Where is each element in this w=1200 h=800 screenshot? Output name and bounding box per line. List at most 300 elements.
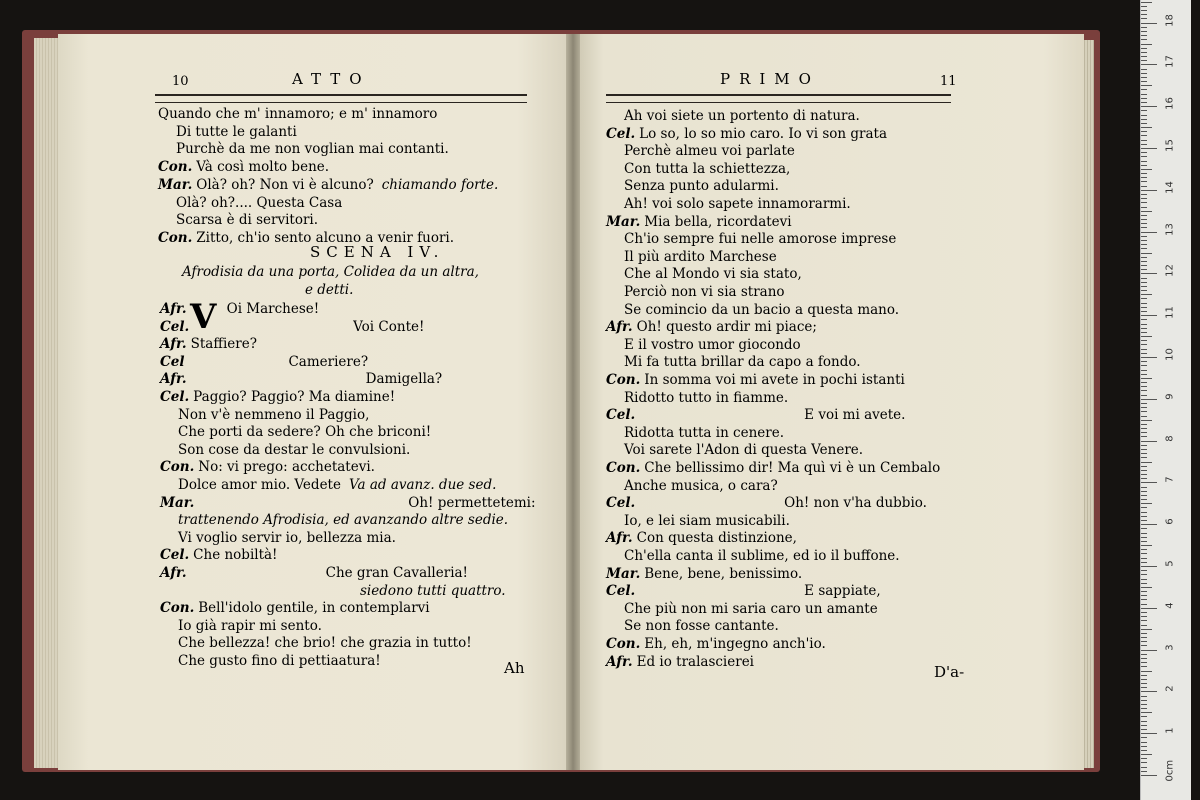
ruler-tick bbox=[1141, 612, 1147, 613]
text-line bbox=[606, 513, 790, 529]
verse-text: Che gran Cavalleria! bbox=[325, 565, 468, 581]
ruler-tick bbox=[1141, 102, 1147, 103]
ruler-tick bbox=[1141, 64, 1157, 65]
ruler-tick bbox=[1141, 767, 1147, 768]
ruler-tick bbox=[1141, 432, 1147, 433]
ruler-tick bbox=[1141, 269, 1147, 270]
speaker-label: Con. bbox=[606, 636, 641, 652]
ruler-tick bbox=[1141, 696, 1147, 697]
ruler-tick bbox=[1141, 491, 1147, 492]
ruler-tick bbox=[1141, 374, 1147, 375]
verse-text: Io, e lei siam musicabili. bbox=[624, 512, 790, 529]
ruler-tick bbox=[1141, 386, 1147, 387]
ruler-tick bbox=[1141, 587, 1152, 588]
verse-text: Damigella? bbox=[365, 371, 443, 388]
ruler-tick bbox=[1141, 466, 1147, 467]
left-page-number: 10 bbox=[172, 74, 189, 89]
stage-direction: siedono tutti quattro. bbox=[360, 582, 506, 599]
ruler-tick bbox=[1141, 115, 1147, 116]
speaker-label: Mar. bbox=[158, 176, 193, 193]
ruler-tick bbox=[1141, 257, 1147, 258]
speaker-label: Cel. bbox=[160, 389, 190, 405]
text-line bbox=[158, 212, 318, 228]
text-line bbox=[158, 159, 329, 175]
ruler-tick bbox=[1141, 453, 1147, 454]
speaker-label: Afr. bbox=[160, 301, 187, 317]
ruler-tick bbox=[1141, 758, 1147, 759]
speaker-label: Cel. bbox=[606, 495, 636, 512]
ruler-tick bbox=[1141, 202, 1147, 203]
ruler-tick bbox=[1141, 110, 1147, 111]
ruler-tick bbox=[1141, 566, 1157, 567]
text-line bbox=[160, 371, 442, 387]
ruler-tick bbox=[1141, 127, 1152, 128]
verse-text: Mia bella, ricordatevi bbox=[644, 213, 792, 230]
ruler-tick bbox=[1141, 633, 1147, 634]
verse-text: Ridotta tutta in cenere. bbox=[624, 424, 785, 441]
ruler-tick bbox=[1141, 81, 1147, 82]
verse-text: Oh! questo ardir mi piace; bbox=[636, 319, 817, 336]
ruler-tick bbox=[1141, 52, 1147, 53]
text-line bbox=[160, 530, 396, 546]
speaker-label: Cel bbox=[160, 353, 185, 370]
text-line bbox=[606, 178, 779, 194]
text-line bbox=[160, 600, 430, 616]
ruler-tick bbox=[1141, 328, 1147, 329]
ruler-tick bbox=[1141, 6, 1147, 7]
ruler-tick bbox=[1141, 131, 1147, 132]
text-line bbox=[606, 108, 860, 124]
text-line bbox=[160, 442, 410, 458]
verse-text: Voi Conte! bbox=[353, 318, 425, 335]
ruler-tick bbox=[1141, 18, 1147, 19]
speaker-label: Cel. bbox=[606, 407, 636, 424]
ruler-tick bbox=[1141, 315, 1157, 316]
ruler-tick bbox=[1141, 629, 1152, 630]
ruler-tick bbox=[1141, 14, 1147, 15]
ruler-tick bbox=[1141, 140, 1147, 141]
ruler-tick bbox=[1141, 487, 1147, 488]
ruler-tick bbox=[1141, 507, 1147, 508]
text-line bbox=[606, 196, 851, 212]
verse-text: Paggio? Paggio? Ma diamine! bbox=[193, 389, 396, 405]
ruler-label: 15 bbox=[1164, 139, 1176, 152]
speaker-label: Con. bbox=[158, 229, 193, 246]
verse-text: Ch'io sempre fui nelle amorose imprese bbox=[624, 231, 897, 248]
ruler-tick bbox=[1141, 445, 1147, 446]
speaker-label: Mar. bbox=[606, 565, 641, 582]
ruler-tick bbox=[1141, 733, 1157, 734]
text-line bbox=[160, 512, 508, 528]
verse-text: Ah! voi solo sapete innamorarmi. bbox=[624, 196, 851, 212]
speaker-label: Afr. bbox=[160, 565, 187, 581]
text-line bbox=[160, 301, 319, 317]
ruler-label: 10 bbox=[1164, 348, 1176, 361]
ruler-tick bbox=[1141, 608, 1157, 609]
ruler-tick bbox=[1141, 616, 1147, 617]
verse-text: Con tutta la schiettezza, bbox=[624, 160, 791, 177]
ruler-tick bbox=[1141, 186, 1147, 187]
ruler-tick bbox=[1141, 679, 1147, 680]
ruler-tick bbox=[1141, 687, 1147, 688]
ruler-tick bbox=[1141, 240, 1147, 241]
text-line bbox=[158, 141, 449, 157]
ruler-tick bbox=[1141, 123, 1147, 124]
verse-text: Io già rapir mi sento. bbox=[178, 617, 322, 634]
page-stack-left bbox=[34, 38, 60, 768]
ruler-tick bbox=[1141, 725, 1147, 726]
ruler-tick bbox=[1141, 319, 1147, 320]
ruler-tick bbox=[1141, 56, 1147, 57]
ruler-tick bbox=[1141, 365, 1147, 366]
ruler-tick bbox=[1141, 583, 1147, 584]
ruler-tick bbox=[1141, 716, 1147, 717]
text-line bbox=[160, 354, 368, 370]
ruler-tick bbox=[1141, 261, 1147, 262]
right-running-head: PRIMO bbox=[720, 70, 820, 88]
ruler-tick bbox=[1141, 194, 1147, 195]
stage-direction: trattenendo Afrodisia, ed avanzando altre sedie. bbox=[178, 512, 509, 529]
verse-text: Se comincio da un bacio a questa mano. bbox=[624, 301, 900, 318]
ruler-tick bbox=[1141, 671, 1152, 672]
verse-text: Che bellezza! che brio! che grazia in tutto! bbox=[178, 635, 472, 652]
verse-text: Che più non mi saria caro un amante bbox=[624, 600, 878, 617]
ruler-tick bbox=[1141, 533, 1147, 534]
ruler-label: 17 bbox=[1164, 55, 1176, 69]
text-line bbox=[160, 424, 431, 440]
verse-text: Dolce amor mio. Vedete bbox=[178, 477, 341, 493]
ruler-label: 9 bbox=[1164, 393, 1176, 400]
verse-text: Senza punto adularmi. bbox=[624, 178, 779, 195]
ruler-tick bbox=[1141, 298, 1147, 299]
ruler-tick bbox=[1141, 73, 1147, 74]
ruler-tick bbox=[1141, 349, 1147, 350]
ruler-tick bbox=[1141, 537, 1147, 538]
right-header-rule bbox=[606, 94, 951, 103]
ruler-tick bbox=[1141, 403, 1147, 404]
speaker-label: Afr. bbox=[606, 530, 633, 547]
ruler-tick bbox=[1141, 462, 1152, 463]
ruler-tick bbox=[1141, 89, 1147, 90]
ruler-tick bbox=[1141, 10, 1147, 11]
ruler-tick bbox=[1141, 645, 1147, 646]
ruler-tick bbox=[1141, 520, 1147, 521]
ruler-tick bbox=[1141, 31, 1147, 32]
ruler-tick bbox=[1141, 265, 1147, 266]
ruler-tick bbox=[1141, 750, 1147, 751]
text-line bbox=[606, 601, 878, 617]
text-line bbox=[606, 126, 887, 142]
verse-text: Oi Marchese! bbox=[226, 301, 320, 317]
text-line bbox=[606, 284, 785, 300]
text-line bbox=[160, 565, 468, 581]
ruler-tick bbox=[1141, 165, 1147, 166]
ruler-tick bbox=[1141, 503, 1152, 504]
text-line bbox=[606, 495, 927, 511]
verse-text: Anche musica, o cara? bbox=[624, 477, 778, 494]
ruler-tick bbox=[1141, 156, 1147, 157]
book-gutter bbox=[566, 34, 580, 770]
ruler-tick bbox=[1141, 562, 1147, 563]
verse-text: In somma voi mi avete in pochi istanti bbox=[644, 372, 905, 388]
verse-text: Che nobiltà! bbox=[193, 547, 278, 564]
measuring-ruler bbox=[1140, 0, 1191, 800]
text-line bbox=[606, 231, 896, 247]
text-line bbox=[606, 302, 899, 318]
verse-text: Vi voglio servir io, bellezza mia. bbox=[178, 529, 396, 546]
text-line bbox=[160, 459, 375, 475]
ruler-tick bbox=[1141, 35, 1147, 36]
text-line bbox=[606, 654, 754, 670]
ruler-tick bbox=[1141, 144, 1147, 145]
text-line bbox=[606, 354, 861, 370]
ruler-tick bbox=[1141, 650, 1157, 651]
text-line bbox=[158, 124, 297, 140]
verse-text: E sappiate, bbox=[804, 583, 881, 600]
verse-text: Mi fa tutta brillar da capo a fondo. bbox=[624, 354, 861, 371]
ruler-tick bbox=[1141, 704, 1147, 705]
text-line bbox=[606, 618, 779, 634]
text-line bbox=[606, 319, 817, 335]
ruler-tick bbox=[1141, 545, 1152, 546]
speaker-label: Afr. bbox=[606, 319, 633, 336]
verse-text: Purchè da me non voglian mai contanti. bbox=[176, 141, 449, 158]
verse-text: Ed io tralascierei bbox=[636, 653, 754, 670]
ruler-tick bbox=[1141, 558, 1147, 559]
ruler-tick bbox=[1141, 737, 1147, 738]
text-line bbox=[606, 442, 863, 458]
ruler-label: 18 bbox=[1164, 13, 1176, 27]
ruler-tick bbox=[1141, 499, 1147, 500]
ruler-tick bbox=[1141, 181, 1147, 182]
ruler-label: 0cm bbox=[1164, 759, 1176, 782]
verse-text: Che porti da sedere? Oh che briconi! bbox=[178, 424, 432, 441]
ruler-tick bbox=[1141, 382, 1147, 383]
text-line bbox=[606, 390, 788, 406]
text-line bbox=[160, 407, 369, 423]
ruler-tick bbox=[1141, 495, 1147, 496]
text-line bbox=[160, 583, 506, 599]
ruler-tick bbox=[1141, 599, 1147, 600]
speaker-label: Con. bbox=[160, 600, 195, 617]
ruler-label: 11 bbox=[1164, 306, 1176, 320]
ruler-tick bbox=[1141, 232, 1157, 233]
drop-cap: V bbox=[190, 297, 217, 337]
ruler-tick bbox=[1141, 708, 1147, 709]
verse-text: Di tutte le galanti bbox=[176, 123, 297, 140]
text-line bbox=[606, 249, 777, 265]
ruler-tick bbox=[1141, 683, 1147, 684]
scene-direction-line-2: e detti. bbox=[305, 282, 354, 298]
ruler-label: 13 bbox=[1164, 222, 1176, 236]
ruler-tick bbox=[1141, 85, 1152, 86]
ruler-tick bbox=[1141, 344, 1147, 345]
ruler-tick bbox=[1141, 370, 1147, 371]
ruler-tick bbox=[1141, 378, 1152, 379]
ruler-tick bbox=[1141, 282, 1147, 283]
verse-text: Che gusto fino di pettiaatura! bbox=[178, 653, 381, 669]
ruler-tick bbox=[1141, 303, 1147, 304]
ruler-tick bbox=[1141, 570, 1147, 571]
speaker-label: Mar. bbox=[160, 494, 195, 511]
verse-text: Son cose da destar le convulsioni. bbox=[178, 441, 411, 458]
ruler-tick bbox=[1141, 353, 1147, 354]
speaker-label: Con. bbox=[158, 159, 193, 176]
stage-direction: chiamando forte. bbox=[381, 176, 499, 193]
speaker-label: Cel. bbox=[160, 318, 190, 335]
text-line bbox=[160, 547, 277, 563]
ruler-tick bbox=[1141, 441, 1157, 442]
right-page-number: 11 bbox=[940, 74, 957, 89]
verse-text: Và così molto bene. bbox=[196, 159, 330, 176]
ruler-tick bbox=[1141, 177, 1147, 178]
ruler-tick bbox=[1141, 236, 1147, 237]
ruler-tick bbox=[1141, 190, 1157, 191]
speaker-label: Afr. bbox=[160, 336, 187, 353]
text-line bbox=[606, 566, 802, 582]
ruler-label: 14 bbox=[1164, 180, 1176, 194]
ruler-tick bbox=[1141, 23, 1157, 24]
ruler-label: 4 bbox=[1164, 602, 1176, 609]
ruler-tick bbox=[1141, 457, 1147, 458]
ruler-tick bbox=[1141, 211, 1152, 212]
speaker-label: Cel. bbox=[160, 547, 190, 564]
ruler-tick bbox=[1141, 361, 1147, 362]
left-catchword: Ah bbox=[504, 659, 525, 677]
ruler-tick bbox=[1141, 152, 1147, 153]
scene-title: SCENA IV. bbox=[310, 243, 445, 261]
ruler-tick bbox=[1141, 324, 1147, 325]
ruler-tick bbox=[1141, 215, 1147, 216]
ruler-tick bbox=[1141, 771, 1147, 772]
speaker-label: Cel. bbox=[606, 125, 636, 142]
ruler-tick bbox=[1141, 625, 1147, 626]
ruler-tick bbox=[1141, 399, 1157, 400]
speaker-label: Con. bbox=[606, 460, 641, 476]
ruler-tick bbox=[1141, 169, 1152, 170]
ruler-tick bbox=[1141, 39, 1147, 40]
ruler-tick bbox=[1141, 436, 1147, 437]
verse-text: No: vi prego: acchetatevi. bbox=[198, 459, 375, 476]
verse-text: Ridotto tutto in fiamme. bbox=[624, 389, 789, 406]
text-line bbox=[158, 195, 342, 211]
verse-text: E il vostro umor giocondo bbox=[624, 336, 801, 353]
ruler-tick bbox=[1141, 60, 1147, 61]
ruler-tick bbox=[1141, 307, 1147, 308]
ruler-tick bbox=[1141, 278, 1147, 279]
verse-text: Oh! non v'ha dubbio. bbox=[784, 495, 927, 512]
ruler-tick bbox=[1141, 549, 1147, 550]
ruler-tick bbox=[1141, 604, 1147, 605]
text-line bbox=[606, 530, 797, 546]
ruler-tick bbox=[1141, 294, 1152, 295]
verse-text: Bell'idolo gentile, in contemplarvi bbox=[198, 600, 430, 617]
ruler-tick bbox=[1141, 712, 1152, 713]
ruler-tick bbox=[1141, 729, 1147, 730]
text-line bbox=[158, 177, 498, 193]
ruler-tick bbox=[1141, 641, 1147, 642]
ruler-label: 3 bbox=[1164, 643, 1176, 651]
ruler-tick bbox=[1141, 119, 1147, 120]
ruler-tick bbox=[1141, 516, 1147, 517]
ruler-tick bbox=[1141, 407, 1147, 408]
ruler-tick bbox=[1141, 579, 1147, 580]
ruler-tick bbox=[1141, 357, 1157, 358]
verse-text: Non v'è nemmeno il Paggio, bbox=[178, 406, 370, 423]
ruler-tick bbox=[1141, 762, 1147, 763]
verse-text: Scarsa è di servitori. bbox=[176, 212, 319, 229]
text-line bbox=[606, 266, 802, 282]
verse-text: Quando che m' innamoro; e m' innamoro bbox=[158, 106, 438, 122]
ruler-tick bbox=[1141, 286, 1147, 287]
text-line bbox=[606, 583, 881, 599]
ruler-tick bbox=[1141, 77, 1147, 78]
text-line bbox=[606, 143, 795, 159]
ruler-tick bbox=[1141, 395, 1147, 396]
verse-text: E voi mi avete. bbox=[804, 407, 906, 424]
ruler-tick bbox=[1141, 223, 1147, 224]
verse-text: Zitto, ch'io sento alcuno a venir fuori. bbox=[196, 229, 455, 246]
ruler-tick bbox=[1141, 219, 1147, 220]
ruler-tick bbox=[1141, 106, 1157, 107]
text-line bbox=[606, 372, 905, 388]
ruler-tick bbox=[1141, 541, 1147, 542]
ruler-tick bbox=[1141, 574, 1147, 575]
verse-text: Il più ardito Marchese bbox=[624, 248, 777, 265]
ruler-tick bbox=[1141, 420, 1152, 421]
ruler-tick bbox=[1141, 482, 1157, 483]
speaker-label: Cel. bbox=[606, 583, 636, 600]
ruler-tick bbox=[1141, 336, 1152, 337]
text-line bbox=[158, 106, 437, 122]
ruler-tick bbox=[1141, 48, 1147, 49]
ruler-label: 5 bbox=[1164, 560, 1176, 567]
text-line bbox=[606, 214, 792, 230]
verse-text: Eh, eh, m'ingegno anch'io. bbox=[644, 636, 826, 652]
ruler-tick bbox=[1141, 161, 1147, 162]
ruler-tick bbox=[1141, 512, 1147, 513]
ruler-tick bbox=[1141, 135, 1147, 136]
ruler-label: 8 bbox=[1164, 434, 1176, 442]
ruler-tick bbox=[1141, 428, 1147, 429]
verse-text: Ch'ella canta il sublime, ed io il buffone. bbox=[624, 548, 900, 564]
ruler-tick bbox=[1141, 620, 1147, 621]
text-line bbox=[606, 161, 790, 177]
ruler-tick bbox=[1141, 478, 1147, 479]
ruler-tick bbox=[1141, 449, 1147, 450]
ruler-tick bbox=[1141, 198, 1147, 199]
ruler-label: 2 bbox=[1164, 685, 1176, 693]
verse-text: Perchè almeu voi parlate bbox=[624, 143, 795, 160]
ruler-tick bbox=[1141, 248, 1147, 249]
ruler-tick bbox=[1141, 98, 1147, 99]
scene-direction-line-1: Afrodisia da una porta, Colidea da un altra, bbox=[182, 264, 479, 280]
verse-text: Cameriere? bbox=[288, 353, 369, 370]
ruler-tick bbox=[1141, 700, 1147, 701]
ruler-tick bbox=[1141, 94, 1147, 95]
verse-text: Che al Mondo vi sia stato, bbox=[624, 266, 802, 283]
speaker-label: Afr. bbox=[606, 653, 633, 670]
left-running-head: ATTO bbox=[292, 70, 371, 88]
ruler-tick bbox=[1141, 2, 1152, 3]
text-line bbox=[606, 425, 784, 441]
ruler-tick bbox=[1141, 524, 1157, 525]
ruler-tick bbox=[1141, 775, 1157, 776]
ruler-tick bbox=[1141, 470, 1147, 471]
ruler-tick bbox=[1141, 662, 1147, 663]
verse-text: Ah voi siete un portento di natura. bbox=[624, 108, 860, 124]
ruler-tick bbox=[1141, 746, 1147, 747]
